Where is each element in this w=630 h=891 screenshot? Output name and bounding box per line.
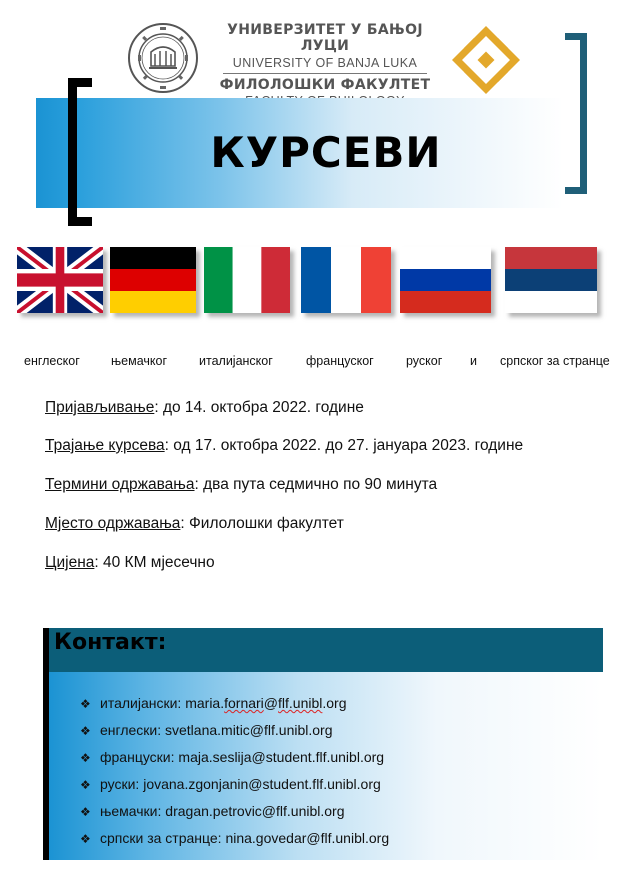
contact-item-serbian xyxy=(80,829,389,856)
language-english: енглеског xyxy=(24,354,80,368)
contact-email-german[interactable]: dragan.petrovic@flf.unibl.org xyxy=(165,803,345,819)
faculty-name-cyrillic: ФИЛОЛОШКИ ФАКУЛТЕТ xyxy=(219,77,431,93)
info-duration xyxy=(45,437,523,455)
contact-item-german xyxy=(80,802,389,829)
contact-email-italian[interactable]: maria.fornari@flf.unibl.org xyxy=(185,695,347,711)
contact-lang-serbian: српски за странце: xyxy=(100,830,226,846)
contact-item-italian xyxy=(80,694,389,721)
faculty-logo xyxy=(450,24,522,96)
contact-lang-russian: руски: xyxy=(100,776,144,792)
contact-lang-italian: италијански: xyxy=(100,695,186,711)
france-flag xyxy=(301,247,391,313)
contact-lang-french: француски: xyxy=(100,749,179,765)
contact-left-rule xyxy=(43,628,49,860)
germany-flag xyxy=(110,247,196,313)
language-german: њемачког xyxy=(111,354,168,368)
russia-flag xyxy=(400,247,491,313)
info-location-value: : Филолошки факултет xyxy=(180,515,344,532)
info-location xyxy=(45,515,344,533)
diamond-bullet-icon: ❖ xyxy=(80,724,91,738)
university-name-cyrillic: УНИВЕРЗИТЕТ У БАЊОЈ ЛУЦИ xyxy=(227,22,423,54)
info-price-value: : 40 КМ мјесечно xyxy=(94,554,215,571)
italy-flag xyxy=(204,247,290,313)
contact-item-french xyxy=(80,748,389,775)
contact-title: Контакт: xyxy=(54,630,167,655)
contact-email-english[interactable]: svetlana.mitic@flf.unibl.org xyxy=(165,722,333,738)
contact-email-serbian[interactable]: nina.govedar@flf.unibl.org xyxy=(225,830,390,846)
language-conjunction: и xyxy=(470,354,477,368)
serbia-flag xyxy=(505,247,597,313)
info-registration-value: : до 14. октобра 2022. године xyxy=(154,399,364,416)
language-french: француског xyxy=(306,354,374,368)
info-registration xyxy=(45,399,364,417)
university-seal-logo xyxy=(127,22,199,94)
university-name-latin: UNIVERSITY OF BANJA LUKA xyxy=(232,56,418,70)
info-duration-label: Трајање курсева xyxy=(45,437,165,454)
language-russian: руског xyxy=(406,354,443,368)
diamond-bullet-icon: ❖ xyxy=(80,778,91,792)
info-schedule-value: : два пута седмично по 90 минута xyxy=(194,476,438,493)
info-schedule-label: Термини одржавања xyxy=(45,476,195,493)
diamond-bullet-icon: ❖ xyxy=(80,805,91,819)
contact-list xyxy=(80,694,389,856)
header-divider xyxy=(223,73,427,74)
language-italian: италијанског xyxy=(199,354,273,368)
contact-lang-english: енглески: xyxy=(100,722,165,738)
info-registration-label: Пријављивање xyxy=(45,399,155,416)
info-location-label: Мјесто одржавања xyxy=(45,515,181,532)
language-serbian: српског за странце xyxy=(500,354,610,368)
contact-item-english xyxy=(80,721,389,748)
contact-email-russian[interactable]: jovana.zgonjanin@student.flf.unibl.org xyxy=(143,776,381,792)
diamond-bullet-icon: ❖ xyxy=(80,832,91,846)
diamond-bullet-icon: ❖ xyxy=(80,697,91,711)
contact-item-russian xyxy=(80,775,389,802)
diamond-bullet-icon: ❖ xyxy=(80,751,91,765)
contact-lang-german: њемачки: xyxy=(100,803,166,819)
info-price-label: Цијена xyxy=(45,554,95,571)
info-duration-value: : од 17. октобра 2022. до 27. јануара 2023. године xyxy=(164,437,524,454)
page-title: КУРСЕВИ xyxy=(210,128,442,177)
university-name-block xyxy=(205,22,445,108)
uk-flag xyxy=(17,247,103,313)
info-price xyxy=(45,554,215,572)
contact-email-french[interactable]: maja.seslija@student.flf.unibl.org xyxy=(178,749,385,765)
info-schedule xyxy=(45,476,437,494)
